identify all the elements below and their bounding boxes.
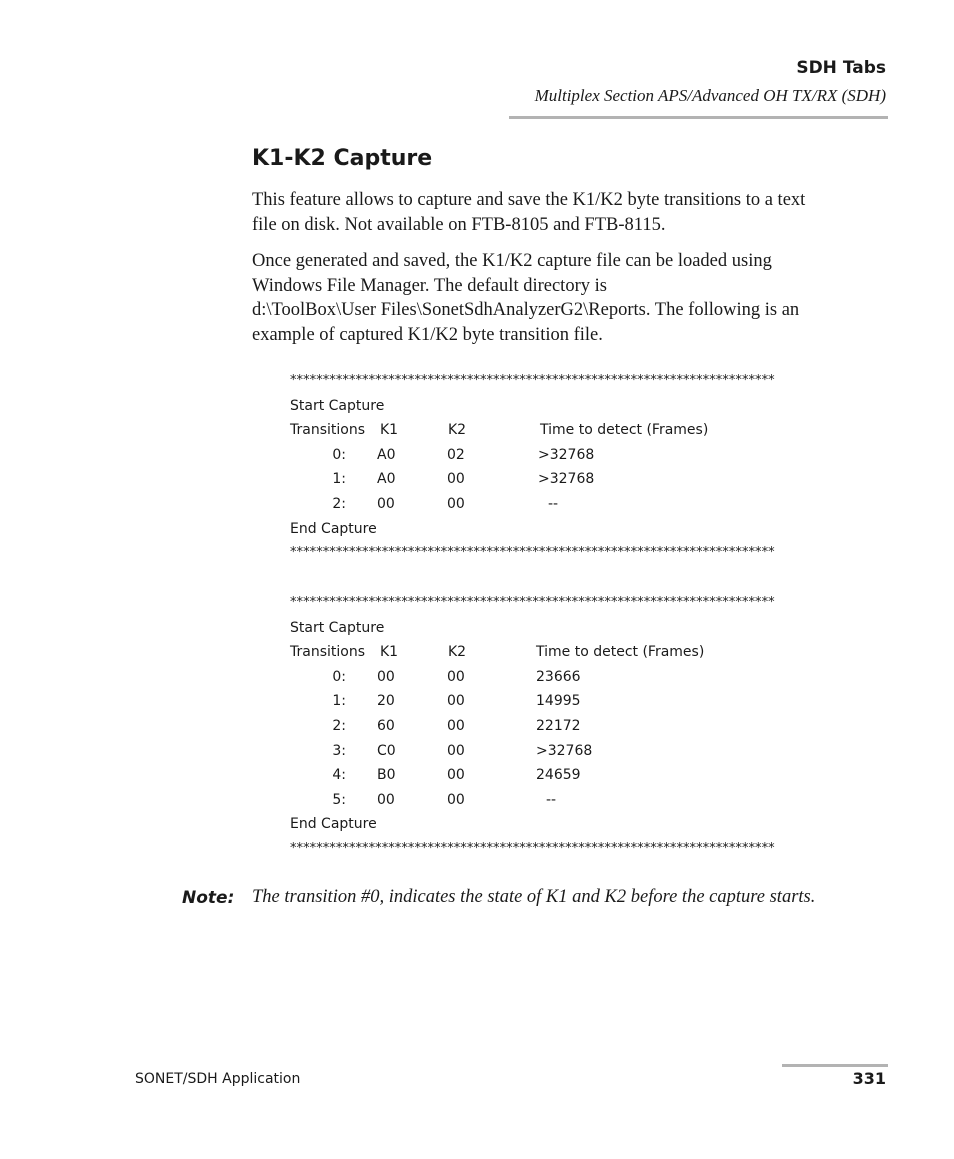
- paragraph-line: This feature allows to capture and save the K1/K2 byte transitions to a text: [252, 190, 806, 210]
- time-header: Time to detect (Frames): [540, 422, 709, 439]
- row-k1: A0: [377, 446, 396, 463]
- paragraph-line: Windows File Manager. The default directory is: [252, 275, 607, 296]
- row-index: 0:: [332, 668, 346, 685]
- capture-row: [290, 443, 775, 468]
- header-rule: [509, 116, 888, 119]
- intro-paragraph: [252, 188, 892, 237]
- row-k1: 00: [377, 668, 395, 685]
- capture-row: [290, 714, 775, 739]
- row-k2: 00: [447, 693, 465, 710]
- row-k2: 00: [447, 495, 465, 512]
- row-index: 2:: [332, 495, 346, 512]
- running-header-subtitle: Multiplex Section APS/Advanced OH TX/RX (SDH): [534, 86, 886, 105]
- row-time: 14995: [536, 693, 581, 710]
- row-k1: 60: [377, 717, 395, 734]
- row-k2: 00: [447, 668, 465, 685]
- separator-stars: **************************************************************************: [290, 373, 775, 388]
- capture-row: [290, 788, 775, 813]
- row-k2: 00: [447, 791, 465, 808]
- page-number: 331: [852, 1069, 886, 1088]
- capture-example-1: [290, 369, 775, 566]
- paragraph-line: file on disk. Not available on FTB-8105 and FTB-8115.: [252, 214, 666, 235]
- capture-row: [290, 492, 775, 517]
- k1-header: K1: [380, 644, 399, 661]
- row-index: 1:: [332, 693, 346, 710]
- k2-header: K2: [448, 422, 467, 439]
- row-k1: 00: [377, 495, 395, 512]
- row-k2: 00: [447, 767, 465, 784]
- row-index: 1:: [332, 471, 346, 488]
- row-k1: A0: [377, 471, 396, 488]
- transitions-header: Transitions: [290, 422, 365, 439]
- running-header-title: SDH Tabs: [796, 58, 886, 78]
- row-k1: C0: [377, 742, 396, 759]
- row-time: >32768: [538, 446, 595, 463]
- row-time: --: [546, 791, 557, 808]
- row-k2: 00: [447, 471, 465, 488]
- capture-header-row: [290, 418, 775, 443]
- row-index: 5:: [332, 791, 346, 808]
- row-k2: 02: [447, 446, 465, 463]
- capture-row: [290, 689, 775, 714]
- start-capture-label: Start Capture: [290, 397, 385, 414]
- capture-example-2: [290, 591, 775, 862]
- end-capture-label: End Capture: [290, 816, 377, 833]
- capture-row: [290, 467, 775, 492]
- separator-stars: **************************************************************************: [290, 840, 775, 856]
- time-header: Time to detect (Frames): [536, 644, 705, 661]
- footer-rule: [782, 1064, 888, 1067]
- section-title: K1-K2 Capture: [252, 146, 433, 171]
- row-time: >32768: [538, 471, 595, 488]
- footer-document-title: SONET/SDH Application: [135, 1071, 301, 1087]
- row-index: 3:: [332, 742, 346, 759]
- row-index: 2:: [332, 717, 346, 734]
- row-k1: 20: [377, 693, 395, 710]
- paragraph-line: example of captured K1/K2 byte transition file.: [252, 324, 603, 345]
- transitions-header: Transitions: [290, 644, 365, 661]
- k1-header: K1: [380, 422, 399, 439]
- k2-header: K2: [448, 644, 467, 661]
- end-capture-label: End Capture: [290, 520, 377, 537]
- row-index: 0:: [332, 446, 346, 463]
- separator-stars: **************************************************************************: [290, 595, 775, 610]
- row-index: 4:: [332, 767, 346, 784]
- capture-row: [290, 763, 775, 788]
- row-time: >32768: [536, 742, 593, 759]
- row-time: 22172: [536, 717, 581, 734]
- row-time: 24659: [536, 767, 581, 784]
- row-k1: B0: [377, 767, 396, 784]
- capture-row: [290, 665, 775, 690]
- row-time: --: [548, 495, 559, 512]
- row-k1: 00: [377, 791, 395, 808]
- directory-paragraph: [252, 249, 892, 347]
- start-capture-label: Start Capture: [290, 619, 385, 636]
- paragraph-line: Once generated and saved, the K1/K2 capture file can be loaded using: [252, 251, 772, 271]
- row-time: 23666: [536, 668, 581, 685]
- row-k2: 00: [447, 717, 465, 734]
- paragraph-line: d:\ToolBox\User Files\SonetSdhAnalyzerG2\Reports. The following is an: [252, 300, 800, 320]
- capture-row: [290, 739, 775, 764]
- note-label: Note:: [182, 888, 235, 908]
- separator-stars: **************************************************************************: [290, 545, 775, 561]
- row-k2: 00: [447, 742, 465, 759]
- note-text: The transition #0, indicates the state of K1 and K2 before the capture starts.: [252, 887, 816, 907]
- capture-header-row: [290, 640, 775, 665]
